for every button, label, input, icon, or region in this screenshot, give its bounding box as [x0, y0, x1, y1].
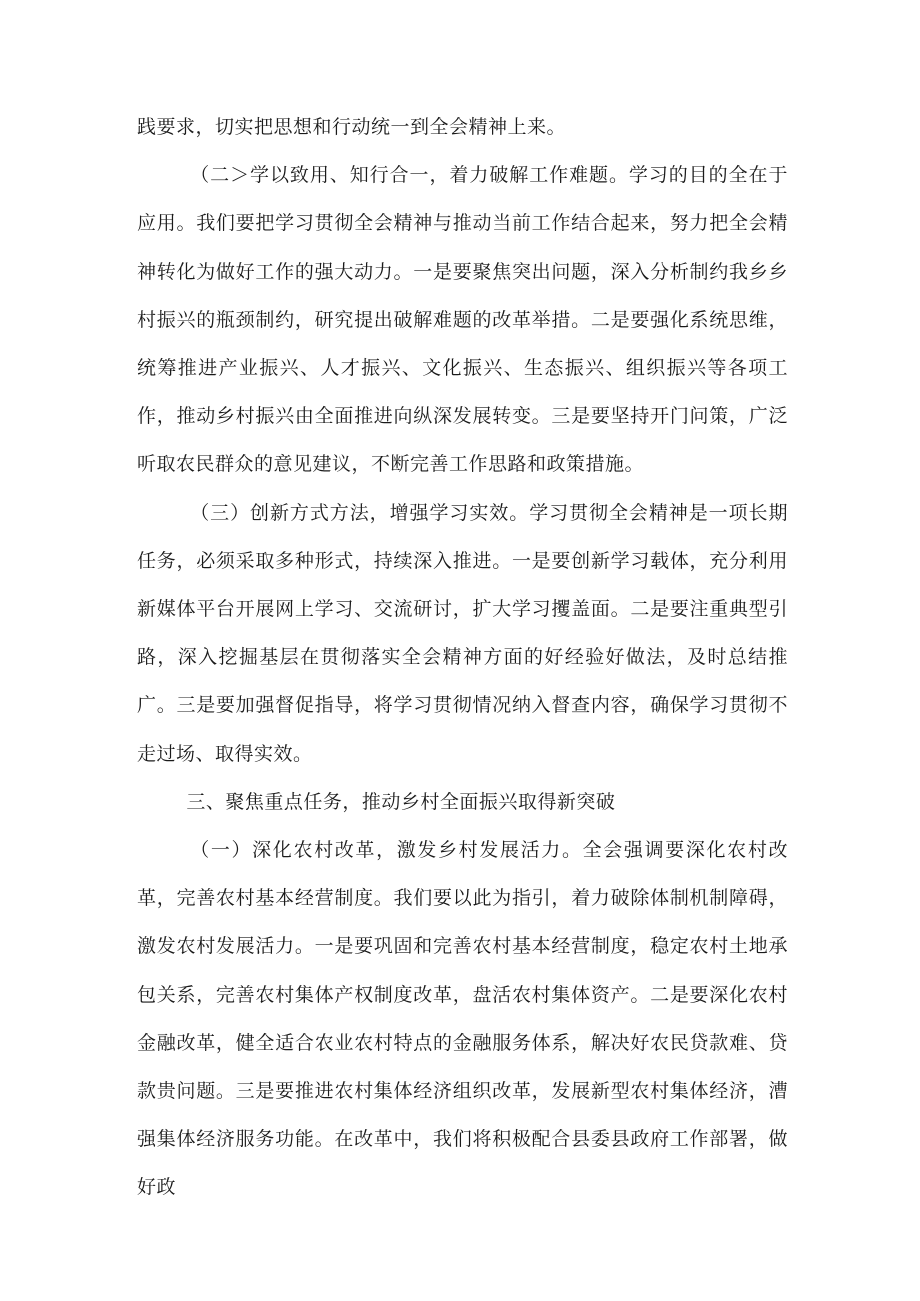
- section-heading-3: 三、聚焦重点任务，推动乡村全面振兴取得新突破: [186, 790, 616, 813]
- paragraph-section-2-3: （三）创新方式方法，增强学习实效。学习贯彻全会精神是一项长期任务，必须采取多种形式，持续深入推进。一是要创新学习载体，充分利用新媒体平台开展网上学习、交流研讨，扩大学习攫盖面。二是要注重典型引路，深入挖掘基层在贯彻落实全会精神方面的好经验好做法，及时总结推广。三是要加强督促指导，将学习贯彻情况纳入督查内容，确保学习贯彻不走过场、取得实效。: [137, 501, 788, 765]
- document-body: [137, 103, 788, 1212]
- paragraph-continuation: 践要求，切实把思想和行动统一到全会精神上来。: [137, 116, 567, 138]
- paragraph-section-2-2: （二＞学以致用、知行合一，着力破解工作难题。学习的目的全在于应用。我们要把学习贯彻全会精神与推动当前工作结合起来，努力把全会精神转化为做好工作的强大动力。一是要聚焦突出问题，深入分析制约我乡乡村振兴的瓶颈制约，研究提出破解难题的改革举措。二是要强化系统思维，统筹推进产业振兴、人才振兴、文化振兴、生态振兴、组织振兴等各项工作，推动乡村振兴由全面推进向纵深发展转变。三是要坚持开门问策，广泛听取农民群众的意见建议，不断完善工作思路和政策措施。: [137, 164, 788, 476]
- paragraph-section-3-1: （一）深化农村改革，激发乡村发展活力。全会强调要深化农村改革，完善农村基本经营制度。我们要以此为指引，着力破除体制机制障碍，激发农村发展活力。一是要巩固和完善农村基本经营制度，稳定农村土地承包关系，完善农村集体产权制度改革，盘活农村集体资产。二是要深化农村金融改革，健全适合农业农村特点的金融服务体系，解决好农民贷款难、贷款贵问题。三是要推进农村集体经济组织改革，发展新型农村集体经济，漕强集体经济服务功能。在改革中，我们将积极配合县委县政府工作部署，做好政: [137, 839, 788, 1199]
